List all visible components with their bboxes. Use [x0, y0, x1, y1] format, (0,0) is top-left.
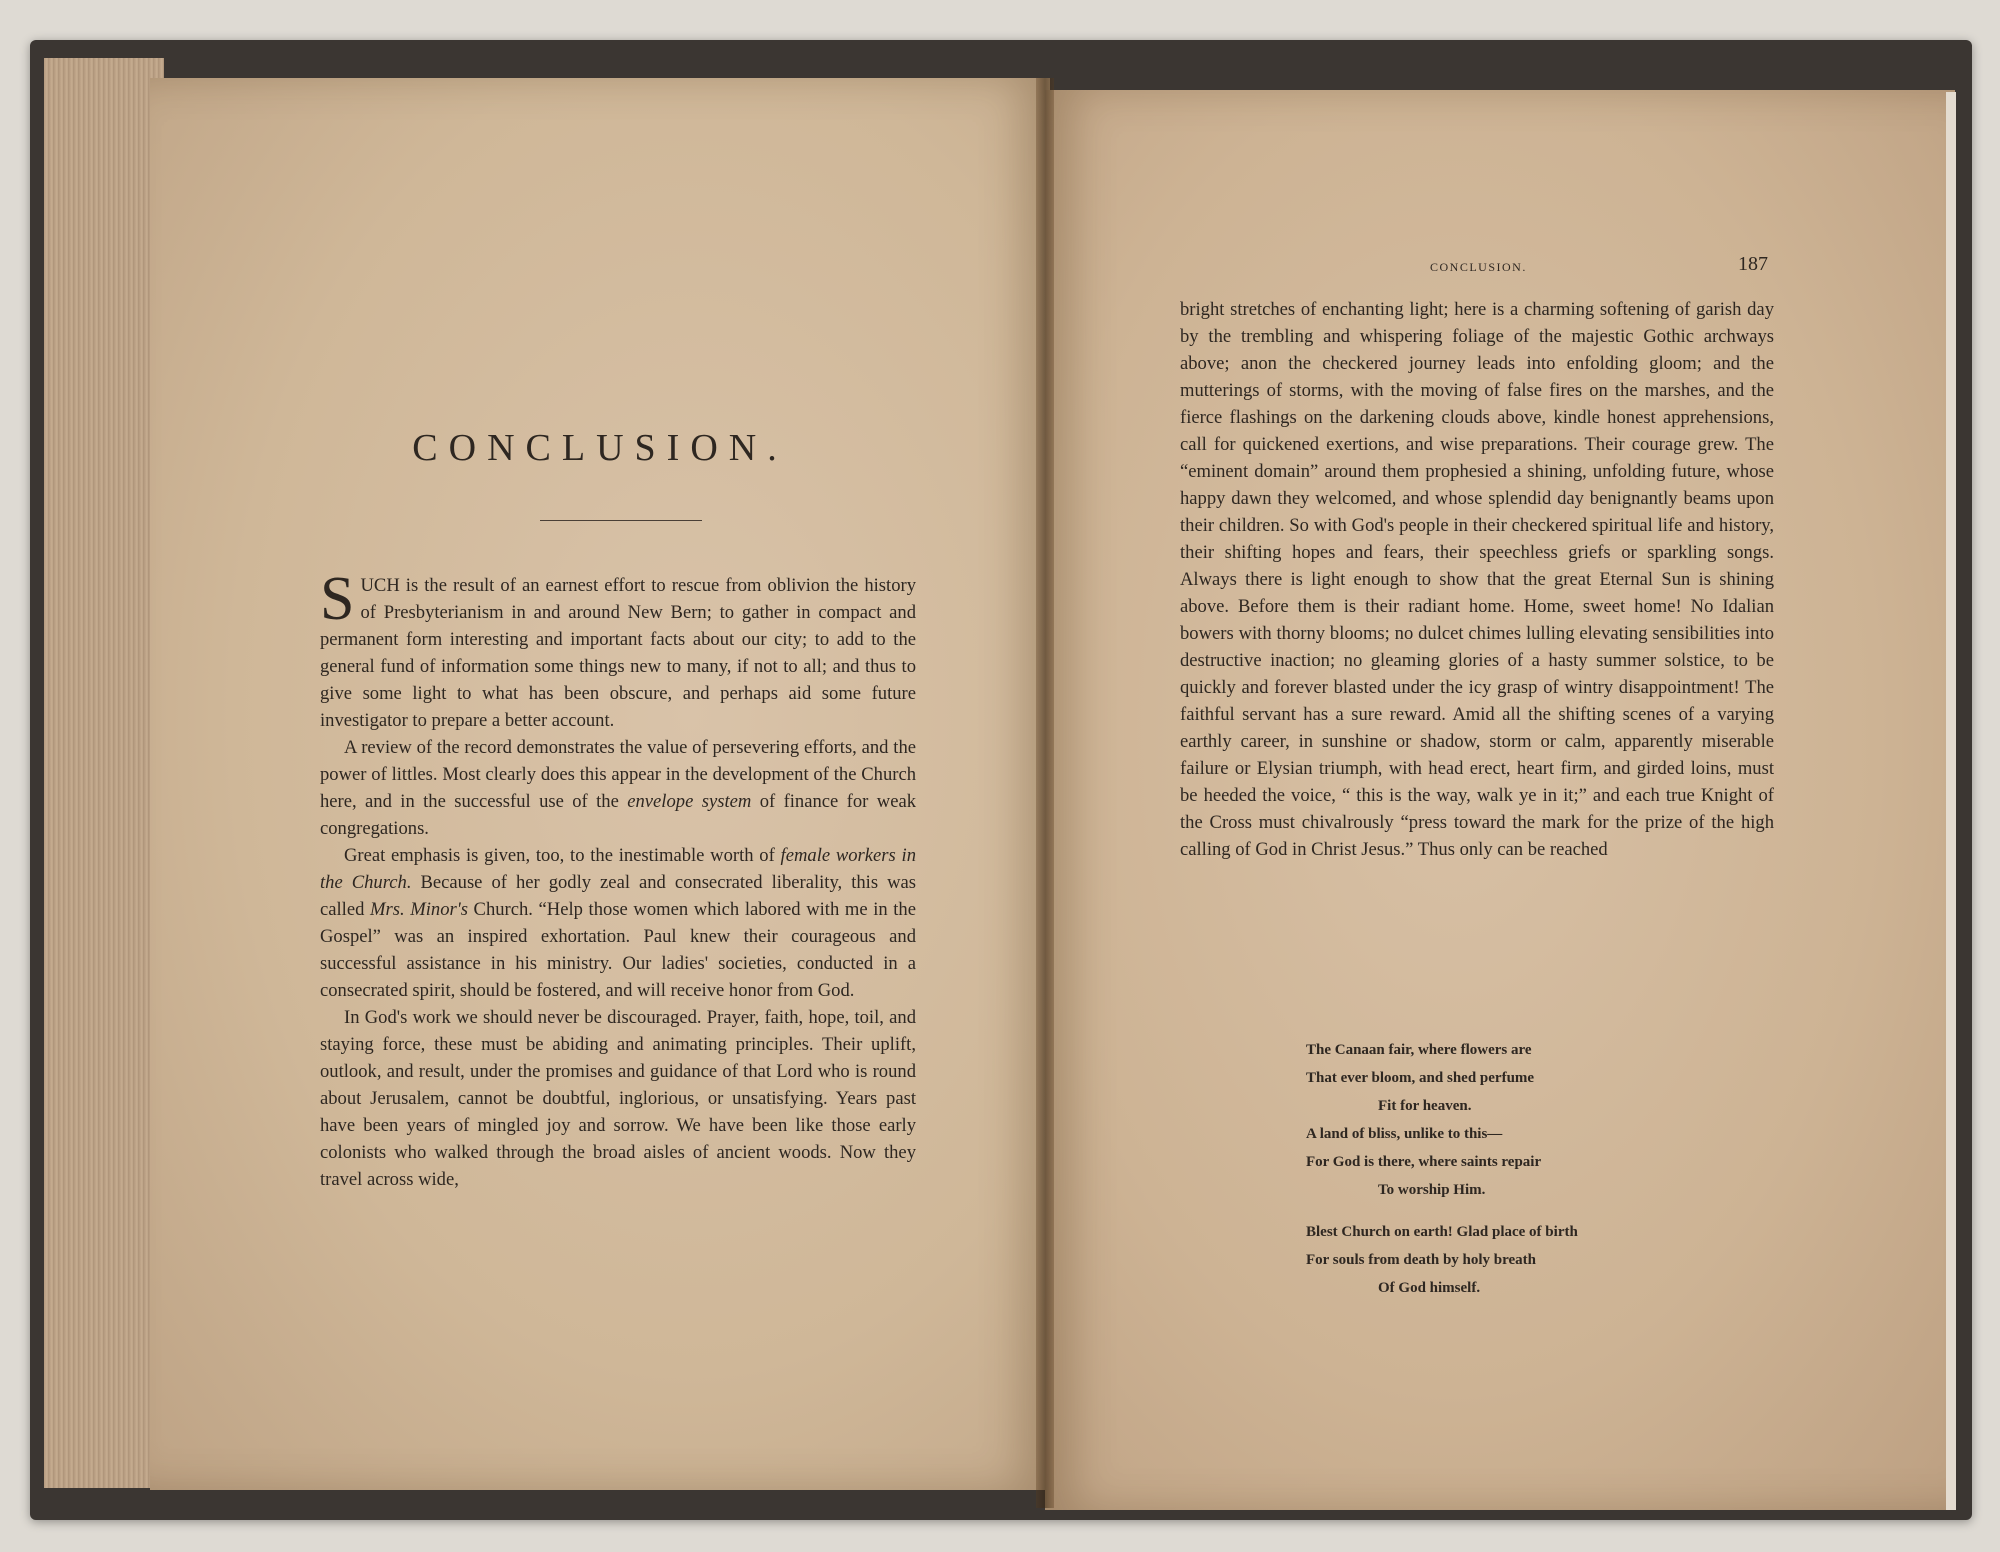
paragraph-2-text-b: of finance for weak congregations.	[320, 791, 916, 839]
verse-line: A land of bliss, unlike to this—	[1306, 1126, 1503, 1142]
paragraph-2-text-a: A review of the record demonstrates the value of persevering efforts, and the power of littles. Most clearly does this appear in the development of the Church here, and in the successful use of the	[320, 737, 916, 812]
verse-line: The Canaan fair, where flowers are	[1306, 1042, 1532, 1058]
paragraph-3-italic-a: female workers in the Church.	[320, 845, 916, 893]
book-gutter	[1036, 78, 1054, 1508]
running-head: CONCLUSION.	[1430, 260, 1527, 274]
title-divider	[540, 520, 702, 521]
stanza-gap	[1306, 1204, 1578, 1218]
right-page-edge	[1946, 92, 1956, 1510]
verse-line: For God is there, where saints repair	[1306, 1154, 1542, 1170]
paragraph-3-text-a: Great emphasis is given, too, to the inestimable worth of	[344, 845, 781, 866]
paragraph-2	[320, 734, 916, 842]
paragraph-3	[320, 842, 916, 1004]
paragraph-3-text-c: Church. “Help those women which labored with me in the Gospel” was an inspired exhortation. Paul knew their courageous and successful assistance in his ministry. Our ladies' societies, conducted in a consecrated spirit, should be fostered, and will receive honor from God.	[320, 899, 916, 1001]
paragraph-2-italic: envelope system	[627, 791, 752, 812]
verse-line: That ever bloom, and shed perfume	[1306, 1070, 1535, 1086]
paragraph-3-italic-b: Mrs. Minor's	[370, 899, 468, 920]
right-page-text	[1180, 296, 1774, 863]
verse-block	[1306, 1036, 1578, 1302]
chapter-title: CONCLUSION.	[412, 427, 788, 469]
verse-line: To worship Him.	[1378, 1182, 1486, 1198]
page-number: 187	[1738, 253, 1768, 275]
right-paragraph: bright stretches of enchanting light; here is a charming softening of garish day by the trembling and whispering foliage of the majestic Gothic archways above; anon the checkered journey leads into enfolding gloom; and the mutterings of storms, with the moving of false fires on the marshes, and the fierce flashings on the darkening clouds above, kindle honest apprehensions, call for quickened exertions, and wise preparations. Their courage grew. The “eminent domain” around them prophesied a shining, unfolding future, whose happy dawn they welcomed, and whose splendid day benignantly beams upon their children. So with God's people in their checkered spiritual life and history, their shifting hopes and fears, their speechless griefs or sparkling songs. Always there is light enough to show that the great Eternal Sun is shining above. Before them is their radiant home. Home, sweet home! No Idalian bowers with thorny blooms; no dulcet chimes lulling elevating sensibilities into destructive inaction; no gleaming glories of a hasty summer solstice, to be quickly and forever blasted under the icy grasp of wintry disappointment! The faithful servant has a sure reward. Amid all the shifting scenes of a varying earthly career, in sunshine or shadow, storm or calm, apparently miserable failure or Elysian triumph, with head erect, heart firm, and girded loins, must be heeded the voice, “ this is the way, walk ye in it;” and each true Knight of the Cross must chivalrously “press toward the mark for the prize of the high calling of God in Christ Jesus.” Thus only can be reached	[1180, 299, 1774, 860]
paragraph-1-text: UCH is the result of an earnest effort to rescue from oblivion the history of Presbyterianism in and around New Bern; to gather in compact and permanent form interesting and important facts about our city; to add to the general fund of information some things new to many, if not to all; and thus to give some light to what has been obscure, and perhaps aid some future investigator to prepare a better account.	[320, 575, 916, 731]
drop-cap: S	[320, 565, 355, 633]
left-page-text	[320, 565, 916, 1193]
paragraph-4: In God's work we should never be discouraged. Prayer, faith, hope, toil, and staying force, these must be abiding and animating principles. Their uplift, outlook, and result, under the promises and guidance of that Lord who is round about Jerusalem, cannot be doubtful, inglorious, or unsatisfying. Years past have been years of mingled joy and sorrow. We have been like those early colonists who walked through the broad aisles of ancient woods. Now they travel across wide,	[320, 1007, 916, 1190]
verse-line: For souls from death by holy breath	[1306, 1252, 1537, 1268]
paragraph-3-text-b: Because of her godly zeal and consecrated liberality, this was called	[320, 872, 916, 920]
verse-line: Of God himself.	[1378, 1280, 1481, 1296]
verse-line: Fit for heaven.	[1378, 1098, 1472, 1114]
verse-line: Blest Church on earth! Glad place of birth	[1306, 1224, 1578, 1240]
paragraph-1	[320, 565, 916, 734]
page-edges	[44, 58, 164, 1488]
